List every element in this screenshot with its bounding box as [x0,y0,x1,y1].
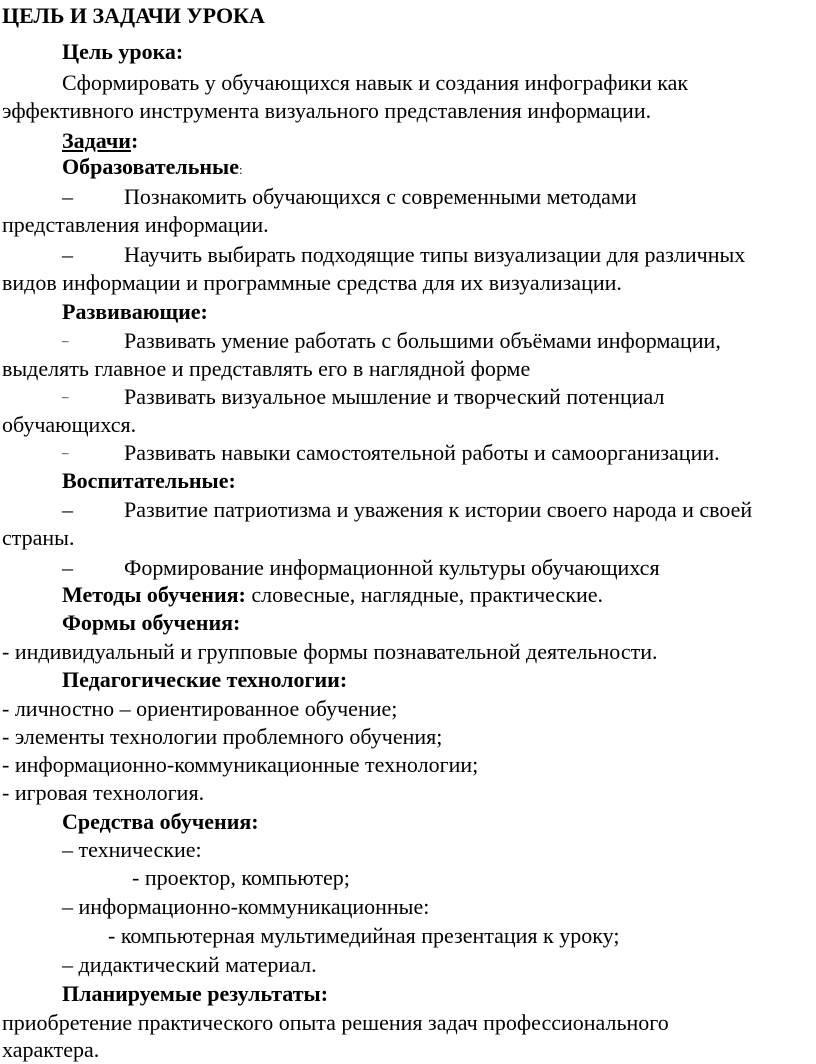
results-line1: приобретение практического опыта решения задач профессионального [2,1010,669,1035]
means-technical-item: - проектор, компьютер; [132,865,350,890]
methods-heading: Методы обучения: [62,582,246,607]
tasks-heading-label: Задачи [62,128,131,153]
methods-value: словесные, наглядные, практические. [245,582,603,607]
means-ict: – информационно-коммуникационные: [62,894,430,919]
list-item: Развивать навыки самостоятельной работы и самоорганизации. [124,440,720,465]
goal-text-line2: эффективного инструмента визуального представления информации. [2,98,652,123]
technology-item: - информационно-коммуникационные технологии; [2,752,479,777]
educational-heading-colon: : [239,162,243,177]
results-line2: характера. [2,1037,100,1062]
list-item: Познакомить обучающихся с современными методами [124,184,637,209]
results-heading: Планируемые результаты: [62,981,329,1006]
technology-item: - элементы технологии проблемного обучения; [2,724,443,749]
goal-text-line1: Сформировать у обучающихся навык и создания инфографики как [62,70,689,95]
educational-heading [62,153,243,184]
list-item: Развивать визуальное мышление и творческий потенциал [124,384,665,409]
list-item-continuation: видов информации и программные средства для их визуализации. [2,270,622,295]
means-technical: – технические: [62,837,202,862]
forms-value: - индивидуальный и групповые формы познавательной деятельности. [2,639,658,664]
technologies-heading: Педагогические технологии: [62,667,348,692]
list-marker: – [62,497,73,522]
list-marker: – [62,242,73,267]
list-item: Развитие патриотизма и уважения к истории своего народа и своей [124,497,753,522]
list-item-continuation: представления информации. [2,212,269,237]
list-item-continuation: выделять главное и представлять его в наглядной форме [2,356,531,381]
upbringing-heading: Воспитательные: [62,468,236,493]
page-title: ЦЕЛЬ И ЗАДАЧИ УРОКА [2,3,265,28]
list-marker: – [62,445,69,460]
tasks-heading-colon: : [130,128,139,153]
technology-item: - личностно – ориентированное обучение; [2,696,398,721]
list-marker: – [62,184,73,209]
list-item-continuation: страны. [2,525,75,550]
methods-line [62,581,603,609]
list-item: Научить выбирать подходящие типы визуализации для различных [124,242,746,267]
means-heading: Средства обучения: [62,809,259,834]
list-marker: – [62,555,73,580]
means-ict-item: - компьютерная мультимедийная презентация к уроку; [108,923,620,948]
means-didactic: – дидактический материал. [62,952,317,977]
list-item-continuation: обучающихся. [2,412,137,437]
list-marker: – [62,333,69,348]
list-item: Развивать умение работать с большими объёмами информации, [124,328,721,353]
technology-item: - игровая технология. [2,780,205,805]
goal-heading: Цель урока: [62,39,184,64]
forms-heading: Формы обучения: [62,610,241,635]
educational-heading-label: Образовательные [62,154,239,179]
tasks-heading [62,127,138,155]
developing-heading: Развивающие: [62,299,208,324]
list-marker: – [62,389,69,404]
list-item: Формирование информационной культуры обучающихся [124,555,660,580]
